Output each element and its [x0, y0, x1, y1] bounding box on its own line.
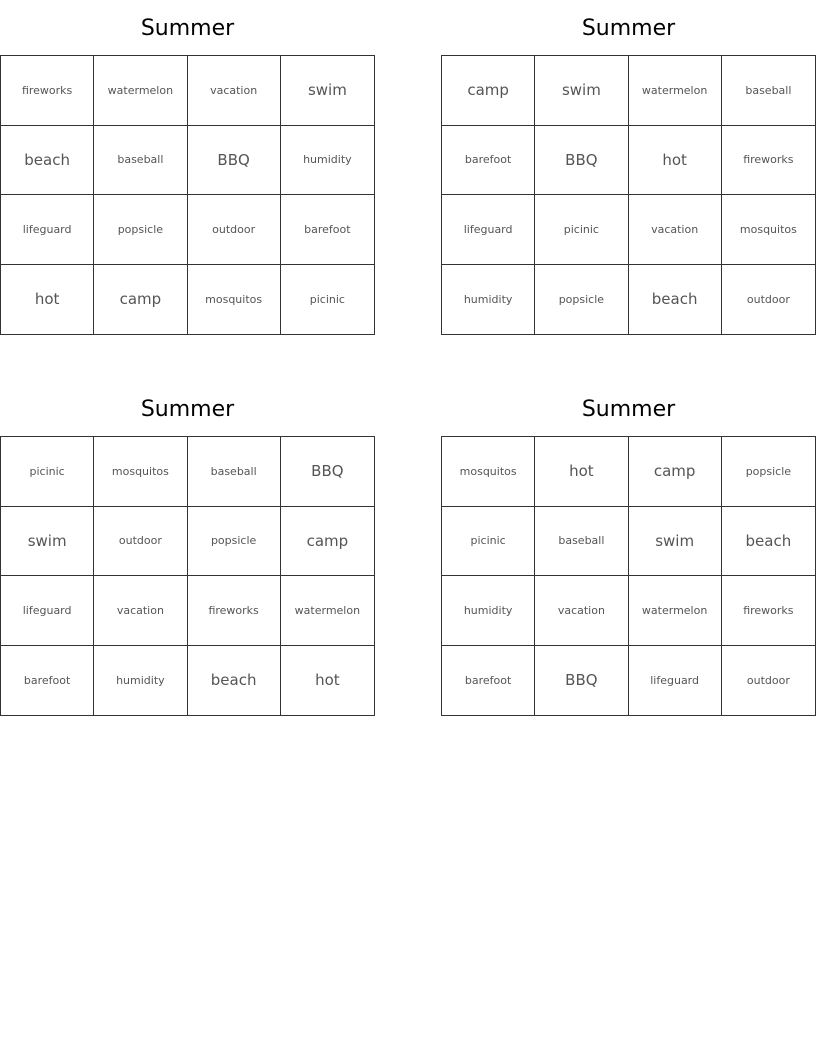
bingo-cell: popsicle [94, 195, 187, 265]
bingo-cell: barefoot [281, 195, 374, 265]
bingo-cell: hot [1, 265, 94, 335]
bingo-cell: watermelon [629, 56, 722, 126]
bingo-cell: barefoot [442, 646, 535, 716]
bingo-cell: humidity [94, 646, 187, 716]
bingo-cell: popsicle [188, 507, 281, 577]
bingo-cell: BBQ [188, 126, 281, 196]
bingo-cell: fireworks [722, 126, 815, 196]
bingo-cell: swim [535, 56, 628, 126]
bingo-cell: fireworks [188, 576, 281, 646]
bingo-cell: camp [629, 437, 722, 507]
bingo-cell: vacation [535, 576, 628, 646]
card-title: Summer [581, 16, 676, 41]
bingo-cell: popsicle [535, 265, 628, 335]
bingo-cell: mosquitos [94, 437, 187, 507]
bingo-cell: mosquitos [442, 437, 535, 507]
bingo-cell: picinic [309, 292, 345, 306]
bingo-cell: watermelon [281, 576, 374, 646]
bingo-cell: mosquitos [188, 265, 281, 335]
bingo-grid [0, 436, 375, 716]
bingo-cell: beach [188, 646, 281, 716]
bingo-cell: humidity [442, 576, 535, 646]
bingo-cell: hot [315, 671, 340, 690]
bingo-cell: humidity [281, 126, 374, 196]
bingo-cell: watermelon [94, 56, 187, 126]
bingo-cell: baseball [188, 437, 281, 507]
bingo-cell: outdoor [746, 292, 790, 306]
card-title: Summer [140, 16, 235, 41]
bingo-cell: vacation [188, 56, 281, 126]
bingo-cell: baseball [722, 56, 815, 126]
bingo-cell: picinic [1, 437, 94, 507]
bingo-grid [441, 436, 816, 716]
bingo-cell: swim [1, 507, 94, 577]
bingo-cell: popsicle [722, 437, 815, 507]
bingo-cell: outdoor [94, 507, 187, 577]
bingo-cell: camp [94, 265, 187, 335]
bingo-cell: camp [281, 507, 374, 577]
bingo-cell: picinic [535, 195, 628, 265]
bingo-cell: swim [629, 507, 722, 577]
bingo-cell: lifeguard [629, 646, 722, 716]
bingo-cell: fireworks [1, 56, 94, 126]
bingo-cell: lifeguard [442, 195, 535, 265]
card-title: Summer [140, 397, 235, 422]
bingo-cell: hot [629, 126, 722, 196]
bingo-cell: humidity [442, 265, 535, 335]
card-title: Summer [581, 397, 676, 422]
bingo-cell: BBQ [281, 437, 374, 507]
bingo-cell: watermelon [629, 576, 722, 646]
bingo-cell: beach [1, 126, 94, 196]
bingo-cell: BBQ [535, 646, 628, 716]
bingo-cell: baseball [94, 126, 187, 196]
bingo-grid [0, 55, 375, 335]
bingo-grid [441, 55, 816, 335]
bingo-cell: outdoor [188, 195, 281, 265]
bingo-cell: lifeguard [1, 576, 94, 646]
bingo-cell: barefoot [442, 126, 535, 196]
bingo-cell: beach [629, 265, 722, 335]
bingo-cell: vacation [94, 576, 187, 646]
bingo-cell: lifeguard [1, 195, 94, 265]
bingo-cell: beach [722, 507, 815, 577]
bingo-cell: swim [281, 56, 374, 126]
bingo-cell: baseball [535, 507, 628, 577]
bingo-cell: outdoor [746, 673, 790, 687]
bingo-cell: BBQ [535, 126, 628, 196]
bingo-cell: camp [442, 56, 535, 126]
bingo-cell: picinic [442, 507, 535, 577]
bingo-cell: hot [535, 437, 628, 507]
bingo-cell: barefoot [1, 646, 94, 716]
bingo-cell: vacation [629, 195, 722, 265]
bingo-cell: fireworks [722, 576, 815, 646]
bingo-cell: mosquitos [722, 195, 815, 265]
